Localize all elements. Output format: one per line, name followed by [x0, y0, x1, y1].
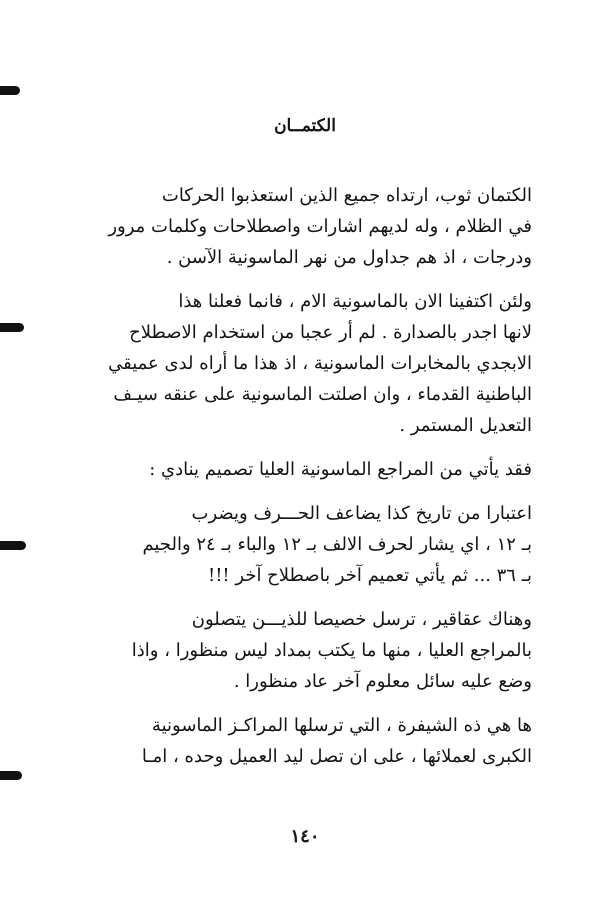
scan-artifact — [0, 86, 20, 95]
text-line: الابجدي بالمخابرات الماسونية ، اذ هذا ما أراه لدى عميقي — [108, 353, 532, 374]
text-line: بالمراجع العليا ، منها ما يكتب بمداد ليس منظورا ، واذا — [131, 640, 532, 661]
paragraph — [92, 454, 532, 485]
text-line: ودرجات ، اذ هم جداول من نهر الماسونية الآسن . — [166, 247, 532, 268]
scan-artifact — [0, 323, 24, 332]
paragraph — [92, 604, 532, 697]
text-line: الكتمان ثوب، ارتداه جميع الذين استعذبوا الحركات — [161, 185, 532, 206]
paragraph — [92, 498, 532, 591]
text-line: الكبرى لعملائها ، على ان تصل ليد العميل وحده ، امـا — [141, 746, 532, 767]
body-text — [92, 180, 532, 785]
text-line: الباطنية القدماء ، وان اصلتت الماسونية على عنقه سيـف — [113, 384, 532, 405]
paragraph — [92, 180, 532, 273]
text-line: ها هي ذه الشيفرة ، التي ترسلها المراكـز الماسونية — [151, 715, 532, 736]
text-line: في الظلام ، وله لديهم اشارات واصطلاحات وكلمات مرور — [108, 216, 532, 237]
scan-artifact — [0, 771, 22, 780]
page-number: ١٤٠ — [290, 826, 320, 847]
text-line: فقد يأتي من المراجع الماسونية العليا تصميم ينادي : — [149, 459, 532, 480]
text-line: وضع عليه سائل معلوم آخر عاد منظورا . — [233, 671, 532, 692]
text-line: لانها اجدر بالصدارة . لم أر عجبا من استخدام الاصطلاح — [129, 322, 532, 343]
page-title: الكتمــان — [274, 116, 336, 136]
scan-artifact — [0, 541, 26, 550]
paragraph — [92, 286, 532, 441]
text-line: التعديل المستمر . — [399, 415, 532, 436]
text-line: بـ ١٢ ، اي يشار لحرف الالف بـ ١٢ والباء بـ ٢٤ والجيم — [142, 534, 532, 555]
text-line: وهناك عقاقير ، ترسل خصيصا للذيـــن يتصلون — [191, 609, 532, 630]
paragraph — [92, 710, 532, 772]
text-line: ولئن اكتفينا الان بالماسونية الام ، فانما فعلنا هذا — [178, 291, 532, 312]
text-line: بـ ٣٦ ... ثم يأتي تعميم آخر باصطلاح آخر !!! — [207, 565, 532, 586]
text-line: اعتبارا من تاريخ كذا يضاعف الحـــرف ويضرب — [191, 503, 532, 524]
